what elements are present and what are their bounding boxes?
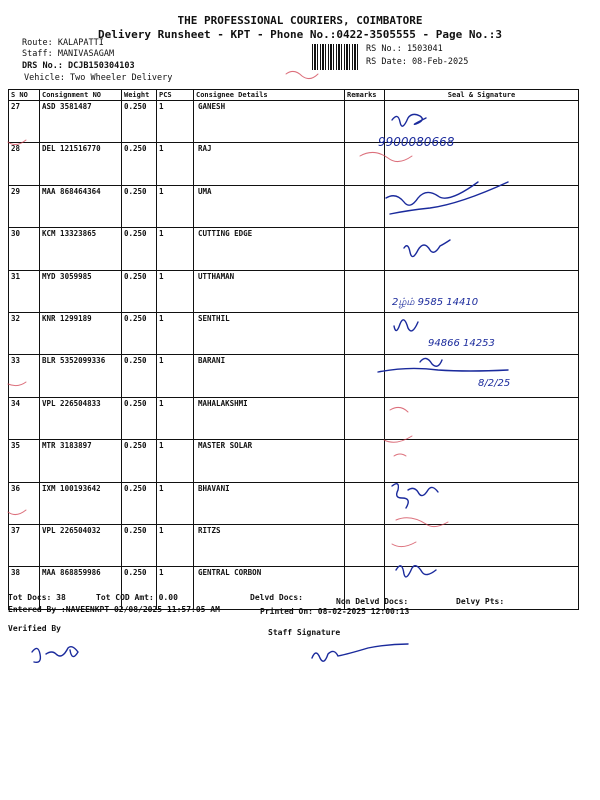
cell-pcs: 1 xyxy=(157,228,194,270)
cell-sno: 37 xyxy=(9,524,40,566)
table-row xyxy=(9,228,579,270)
cell-remarks xyxy=(345,228,385,270)
delivered-docs: Delvd Docs: xyxy=(250,593,303,602)
company-title: THE PROFESSIONAL COURIERS, COIMBATORE xyxy=(177,14,423,27)
cell-remarks xyxy=(345,482,385,524)
cell-weight: 0.250 xyxy=(122,143,157,185)
table-row xyxy=(9,524,579,566)
cell-consignee: MASTER SOLAR xyxy=(194,440,345,482)
table-header-row xyxy=(9,90,579,101)
cell-signature xyxy=(385,228,579,270)
cell-consignment: MAA 868464364 xyxy=(40,185,122,227)
cell-consignment: BLR 5352099336 xyxy=(40,355,122,397)
cell-signature xyxy=(385,482,579,524)
stamp-mark-header xyxy=(286,71,318,78)
vehicle-label: Vehicle: Two Wheeler Delivery xyxy=(24,73,173,83)
table-row xyxy=(9,101,579,143)
cell-signature xyxy=(385,355,579,397)
cell-signature xyxy=(385,312,579,354)
cell-consignment: IXM 100193642 xyxy=(40,482,122,524)
cell-weight: 0.250 xyxy=(122,397,157,439)
cell-consignee: SENTHIL xyxy=(194,312,345,354)
runsheet-subtitle: Delivery Runsheet - KPT - Phone No.:0422-3505555 - Page No.:3 xyxy=(98,28,502,41)
cell-pcs: 1 xyxy=(157,482,194,524)
cell-consignment: MAA 868859986 xyxy=(40,567,122,609)
cell-consignee: BARANI xyxy=(194,355,345,397)
cell-consignment: ASD 3581487 xyxy=(40,101,122,143)
cell-signature xyxy=(385,440,579,482)
cell-pcs: 1 xyxy=(157,567,194,609)
cell-remarks xyxy=(345,101,385,143)
cell-consignment: DEL 121516770 xyxy=(40,143,122,185)
cell-weight: 0.250 xyxy=(122,482,157,524)
rs-date: RS Date: 08-Feb-2025 xyxy=(366,57,469,67)
cell-signature xyxy=(385,524,579,566)
cell-sno: 28 xyxy=(9,143,40,185)
cell-remarks xyxy=(345,270,385,312)
cell-consignee: UMA xyxy=(194,185,345,227)
cell-signature xyxy=(385,270,579,312)
cell-pcs: 1 xyxy=(157,185,194,227)
table-row xyxy=(9,143,579,185)
table-row xyxy=(9,482,579,524)
cell-consignment: MTR 3183897 xyxy=(40,440,122,482)
staff-signature-ink xyxy=(312,644,408,661)
entered-by: Entered By :NAVEENKPT 02/08/2025 11:57:05 AM xyxy=(8,605,220,614)
cell-consignee: GENTRAL CORBON xyxy=(194,567,345,609)
cell-sno: 33 xyxy=(9,355,40,397)
cell-remarks xyxy=(345,524,385,566)
rs-number: RS No.: 1503041 xyxy=(366,44,443,54)
cell-consignment: VPL 226504032 xyxy=(40,524,122,566)
cell-consignment: KNR 1299189 xyxy=(40,312,122,354)
cell-weight: 0.250 xyxy=(122,185,157,227)
runsheet-table xyxy=(8,89,579,610)
handwritten-phone-row32: 2ழ்ம் 9585 14410 xyxy=(392,297,479,308)
col-weight: Weight xyxy=(122,90,157,101)
cell-consignee: RAJ xyxy=(194,143,345,185)
barcode-icon xyxy=(312,44,358,70)
cell-sno: 38 xyxy=(9,567,40,609)
cell-signature xyxy=(385,143,579,185)
cell-pcs: 1 xyxy=(157,101,194,143)
col-remarks: Remarks xyxy=(345,90,385,101)
cell-remarks xyxy=(345,355,385,397)
cell-remarks xyxy=(345,185,385,227)
cell-sno: 30 xyxy=(9,228,40,270)
cell-pcs: 1 xyxy=(157,270,194,312)
staff-label: Staff: MANIVASAGAM xyxy=(22,49,115,59)
cell-sno: 29 xyxy=(9,185,40,227)
col-pcs: PCS xyxy=(157,90,194,101)
cell-weight: 0.250 xyxy=(122,524,157,566)
col-signature: Seal & Signature xyxy=(385,90,579,101)
col-consignment: Consignment NO xyxy=(40,90,122,101)
cell-weight: 0.250 xyxy=(122,270,157,312)
cell-remarks xyxy=(345,312,385,354)
table-row xyxy=(9,312,579,354)
cell-consignee: MAHALAKSHMI xyxy=(194,397,345,439)
table-row xyxy=(9,440,579,482)
cell-signature xyxy=(385,101,579,143)
cell-weight: 0.250 xyxy=(122,440,157,482)
cell-sno: 36 xyxy=(9,482,40,524)
cell-consignment: MYD 3059985 xyxy=(40,270,122,312)
col-consignee: Consignee Details xyxy=(194,90,345,101)
route-label: Route: KALAPATTI xyxy=(22,38,104,48)
cell-sno: 27 xyxy=(9,101,40,143)
cell-consignee: RITZS xyxy=(194,524,345,566)
cell-consignee: CUTTING EDGE xyxy=(194,228,345,270)
cell-consignment: VPL 226504833 xyxy=(40,397,122,439)
cell-consignee: BHAVANI xyxy=(194,482,345,524)
table-row xyxy=(9,355,579,397)
cell-pcs: 1 xyxy=(157,524,194,566)
table-row xyxy=(9,270,579,312)
drs-label: DRS No.: DCJB150304103 xyxy=(22,61,135,71)
printed-on: Printed On: 08-02-2025 12:00:13 xyxy=(260,607,410,616)
cell-pcs: 1 xyxy=(157,440,194,482)
cell-signature xyxy=(385,185,579,227)
cell-pcs: 1 xyxy=(157,355,194,397)
cell-pcs: 1 xyxy=(157,397,194,439)
cell-weight: 0.250 xyxy=(122,228,157,270)
cell-remarks xyxy=(345,440,385,482)
cell-remarks xyxy=(345,143,385,185)
cell-pcs: 1 xyxy=(157,312,194,354)
cell-weight: 0.250 xyxy=(122,101,157,143)
table-row xyxy=(9,397,579,439)
cell-consignment: KCM 13323865 xyxy=(40,228,122,270)
delivery-points: Delvy Pts: xyxy=(456,597,505,606)
cell-pcs: 1 xyxy=(157,143,194,185)
cell-weight: 0.250 xyxy=(122,312,157,354)
cell-weight: 0.250 xyxy=(122,567,157,609)
cell-sno: 35 xyxy=(9,440,40,482)
cell-sno: 34 xyxy=(9,397,40,439)
col-sno: S NO xyxy=(9,90,40,101)
cell-signature xyxy=(385,397,579,439)
cell-consignee: UTTHAMAN xyxy=(194,270,345,312)
cell-sno: 31 xyxy=(9,270,40,312)
handwritten-date-row34: 8/2/25 xyxy=(478,378,511,389)
total-docs: Tot Docs: 38 xyxy=(8,593,66,602)
cell-sno: 32 xyxy=(9,312,40,354)
cell-consignee: GANESH xyxy=(194,101,345,143)
verified-by-label: Verified By xyxy=(8,624,61,633)
non-delivered-docs: Non Delvd Docs: xyxy=(336,597,409,606)
verified-signature xyxy=(32,647,78,663)
cell-remarks xyxy=(345,397,385,439)
cell-weight: 0.250 xyxy=(122,355,157,397)
handwritten-phone-row33: 94866 14253 xyxy=(428,338,495,349)
total-cod: Tot COD Amt: 0.00 xyxy=(96,593,178,602)
staff-signature-label: Staff Signature xyxy=(268,628,341,637)
handwritten-phone-row28: 9900080668 xyxy=(378,135,455,149)
table-row xyxy=(9,185,579,227)
